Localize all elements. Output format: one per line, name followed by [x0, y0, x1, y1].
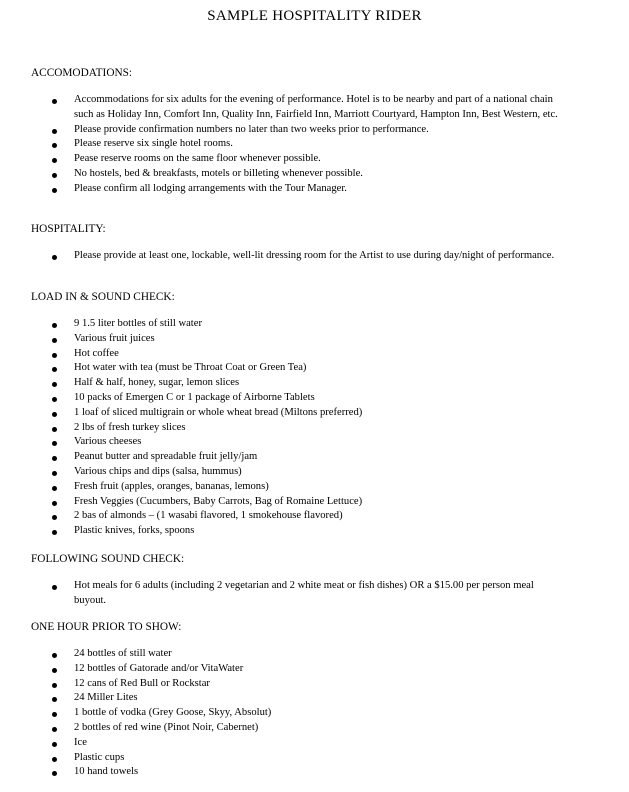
list-item-text: Fresh Veggies (Cucumbers, Baby Carrots, Bag of Romaine Lettuce)	[74, 495, 363, 507]
bullet-icon	[52, 697, 57, 702]
list-item	[0, 347, 560, 362]
list-item-text: Hot coffee	[74, 347, 119, 359]
list-item	[0, 317, 560, 332]
list-item	[0, 647, 560, 662]
list-item-text: Accommodations for six adults for the evening of performance. Hotel is to be nearby and part of a national chain such as Holiday Inn, Comfort Inn, Quality Inn, Fairfield Inn, Marriott Courtyard, Hampton Inn, Best Western, etc.	[74, 94, 558, 120]
section-heading-hospitality: HOSPITALITY:	[31, 223, 106, 235]
bullet-icon	[52, 683, 57, 688]
bullet-icon	[52, 501, 57, 506]
list-item-text: 2 bas of almonds – (1 wasabi flavored, 1 smokehouse flavored)	[74, 510, 343, 522]
bullet-icon	[52, 143, 57, 148]
list-item-text: 10 hand towels	[74, 766, 139, 778]
bullet-icon	[52, 188, 57, 193]
list-item	[0, 421, 560, 436]
bullet-icon	[52, 129, 57, 134]
list-item	[0, 406, 560, 421]
list-item	[0, 524, 560, 539]
list-item-text: 12 cans of Red Bull or Rockstar	[74, 677, 210, 689]
list-item-text: No hostels, bed & breakfasts, motels or billeting whenever possible.	[74, 167, 363, 179]
bullet-icon	[52, 456, 57, 461]
list-item	[0, 361, 560, 376]
list-item	[0, 167, 560, 182]
list-item-text: Please reserve six single hotel rooms.	[74, 138, 233, 150]
bullet-icon	[52, 99, 57, 104]
list-item	[0, 579, 560, 609]
list-item-text: Hot water with tea (must be Throat Coat or Green Tea)	[74, 362, 307, 374]
document-title: SAMPLE HOSPITALITY RIDER	[207, 8, 422, 24]
list-item	[0, 736, 560, 751]
list-item	[0, 152, 560, 167]
bullet-icon	[52, 397, 57, 402]
list-item-text: Peanut butter and spreadable fruit jelly/jam	[74, 451, 258, 463]
list-item-text: 12 bottles of Gatorade and/or VitaWater	[74, 662, 244, 674]
accommodations-list	[0, 93, 560, 197]
list-item	[0, 137, 560, 152]
list-item-text: 2 lbs of fresh turkey slices	[74, 421, 186, 433]
list-item-text: Various chips and dips (salsa, hummus)	[74, 465, 242, 477]
list-item-text: 9 1.5 liter bottles of still water	[74, 318, 202, 329]
bullet-icon	[52, 727, 57, 732]
section-heading-load-in: LOAD IN & SOUND CHECK:	[31, 291, 175, 303]
following-sound-check-list	[0, 579, 560, 609]
bullet-icon	[52, 255, 57, 260]
list-item	[0, 721, 560, 736]
bullet-icon	[52, 158, 57, 163]
bullet-icon	[52, 712, 57, 717]
list-item	[0, 435, 560, 450]
bullet-icon	[52, 173, 57, 178]
list-item	[0, 495, 560, 510]
list-item	[0, 662, 560, 677]
hospitality-list	[0, 249, 560, 264]
list-item-text: Fresh fruit (apples, oranges, bananas, lemons)	[74, 480, 269, 492]
bullet-icon	[52, 427, 57, 432]
list-item	[0, 691, 560, 706]
list-item-text: 1 bottle of vodka (Grey Goose, Skyy, Absolut)	[74, 707, 272, 719]
list-item	[0, 706, 560, 721]
list-item	[0, 465, 560, 480]
section-heading-accommodations: ACCOMODATIONS:	[31, 67, 133, 79]
list-item-text: Ice	[74, 736, 87, 748]
list-item-text: Various cheeses	[74, 436, 142, 448]
list-item-text: Please provide at least one, lockable, well-lit dressing room for the Artist to use during day/night of performance.	[74, 250, 555, 261]
bullet-icon	[52, 323, 57, 328]
bullet-icon	[52, 338, 57, 343]
list-item	[0, 677, 560, 692]
list-item	[0, 480, 560, 495]
list-item-text: 1 loaf of sliced multigrain or whole wheat bread (Miltons preferred)	[74, 406, 363, 418]
list-item-text: Hot meals for 6 adults (including 2 vegetarian and 2 white meat or fish dishes) OR a $15.00 per person meal buyout.	[74, 580, 534, 606]
list-item	[0, 249, 560, 264]
list-item	[0, 765, 560, 780]
list-item	[0, 93, 560, 123]
list-item-text: Plastic knives, forks, spoons	[74, 525, 195, 537]
list-item-text: Various fruit juices	[74, 332, 155, 344]
bullet-icon	[52, 530, 57, 535]
list-item	[0, 123, 560, 138]
list-item	[0, 376, 560, 391]
list-item-text: Please provide confirmation numbers no later than two weeks prior to performance.	[74, 123, 429, 135]
list-item-text: Plastic cups	[74, 751, 125, 763]
bullet-icon	[52, 441, 57, 446]
bullet-icon	[52, 367, 57, 372]
bullet-icon	[52, 382, 57, 387]
list-item-text: 2 bottles of red wine (Pinot Noir, Cabernet)	[74, 721, 259, 733]
bullet-icon	[52, 353, 57, 358]
list-item	[0, 391, 560, 406]
bullet-icon	[52, 412, 57, 417]
load-in-list	[0, 317, 560, 539]
list-item-text: Half & half, honey, sugar, lemon slices	[74, 377, 240, 389]
one-hour-prior-list	[0, 647, 560, 780]
section-heading-one-hour-prior: ONE HOUR PRIOR TO SHOW:	[31, 621, 182, 633]
list-item	[0, 509, 560, 524]
bullet-icon	[52, 486, 57, 491]
list-item	[0, 450, 560, 465]
list-item-text: 10 packs of Emergen C or 1 package of Airborne Tablets	[74, 391, 315, 403]
bullet-icon	[52, 653, 57, 658]
bullet-icon	[52, 471, 57, 476]
bullet-icon	[52, 771, 57, 776]
bullet-icon	[52, 668, 57, 673]
list-item-text: Pease reserve rooms on the same floor whenever possible.	[74, 153, 321, 165]
bullet-icon	[52, 515, 57, 520]
bullet-icon	[52, 585, 57, 590]
section-heading-following-sound-check: FOLLOWING SOUND CHECK:	[31, 553, 185, 565]
list-item-text: Please confirm all lodging arrangements with the Tour Manager.	[74, 182, 347, 194]
list-item	[0, 332, 560, 347]
list-item	[0, 751, 560, 766]
list-item	[0, 182, 560, 197]
bullet-icon	[52, 742, 57, 747]
list-item-text: 24 bottles of still water	[74, 648, 172, 659]
bullet-icon	[52, 757, 57, 762]
list-item-text: 24 Miller Lites	[74, 692, 138, 704]
